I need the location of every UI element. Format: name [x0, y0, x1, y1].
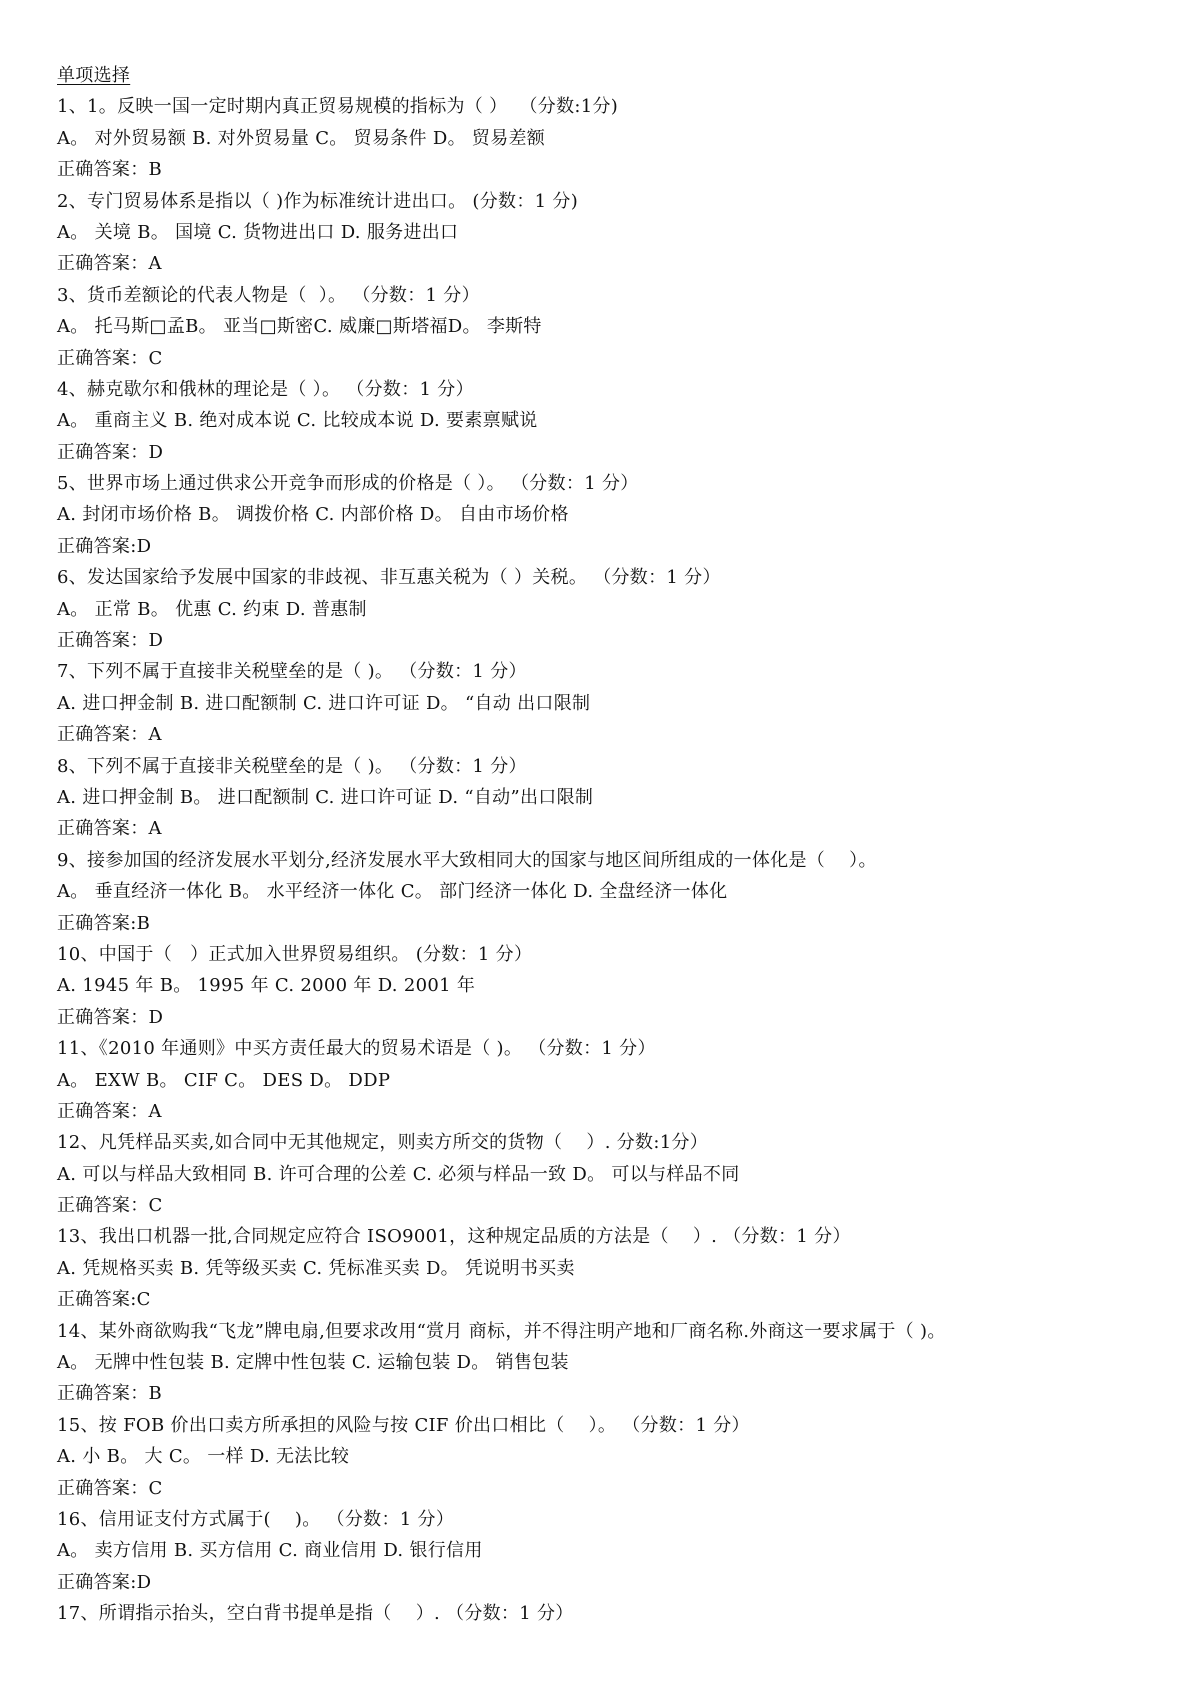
question-answer-12: 正确答案：C [57, 1195, 163, 1217]
question-answer-13: 正确答案:C [57, 1289, 151, 1311]
question-text-14: 14、某外商欲购我“飞龙”牌电扇,但要求改用“赏月 商标，并不得注明产地和厂商名称.外商这一要求属于（ )。 [57, 1320, 946, 1342]
question-text-15: 15、按 FOB 价出口卖方所承担的风险与按 CIF 价出口相比（ ）。 （分数：1 分） [57, 1414, 750, 1436]
question-options-4: A。 重商主义 B. 绝对成本说 C. 比较成本说 D. 要素禀赋说 [57, 410, 538, 432]
question-answer-11: 正确答案：A [57, 1100, 162, 1122]
section-title: 单项选择 [57, 65, 131, 86]
question-text-3: 3、货币差额论的代表人物是（ ）。 （分数：1 分） [57, 284, 480, 306]
question-text-11: 11、《2010 年通则》中买方责任最大的贸易术语是（ )。 （分数：1 分） [57, 1038, 656, 1060]
question-answer-16: 正确答案:D [57, 1571, 152, 1593]
question-text-6: 6、发达国家给予发展中国家的非歧视、非互惠关税为（ ）关税。 （分数：1 分） [57, 567, 721, 589]
question-answer-2: 正确答案：A [57, 253, 162, 275]
question-options-15: A. 小 B。 大 C。 一样 D. 无法比较 [57, 1446, 350, 1468]
question-options-16: A。 卖方信用 B. 买方信用 C. 商业信用 D. 银行信用 [57, 1540, 483, 1562]
question-answer-5: 正确答案:D [57, 535, 152, 557]
question-list [57, 60, 1172, 1630]
question-text-12: 12、凡凭样品买卖,如合同中无其他规定，则卖方所交的货物（ ）. 分数:1分） [57, 1132, 709, 1154]
question-options-9: A。 垂直经济一体化 B。 水平经济一体化 C。 部门经济一体化 D. 全盘经济一体化 [57, 881, 728, 903]
question-options-3: A。 托马斯□孟B。 亚当□斯密C. 威廉□斯塔福D。 李斯特 [57, 316, 542, 338]
question-answer-6: 正确答案：D [57, 630, 164, 652]
question-options-12: A. 可以与样品大致相同 B. 许可合理的公差 C. 必须与样品一致 D。 可以与样品不同 [57, 1163, 740, 1185]
question-answer-14: 正确答案：B [57, 1383, 163, 1405]
question-answer-10: 正确答案：D [57, 1006, 164, 1028]
question-text-2: 2、专门贸易体系是指以（ )作为标准统计进出口。 (分数：1 分) [57, 190, 579, 212]
question-answer-1: 正确答案：B [57, 159, 163, 181]
question-options-1: A。 对外贸易额 B. 对外贸易量 C。 贸易条件 D。 贸易差额 [57, 127, 546, 149]
question-answer-8: 正确答案：A [57, 818, 162, 840]
question-options-11: A。 EXW B。 CIF C。 DES D。 DDP [57, 1069, 391, 1091]
question-answer-7: 正确答案：A [57, 724, 162, 746]
question-answer-4: 正确答案：D [57, 441, 164, 463]
question-text-1: 1、1。反映一国一定时期内真正贸易规模的指标为（ ） （分数:1分) [57, 96, 619, 118]
question-answer-15: 正确答案：C [57, 1477, 163, 1499]
question-text-4: 4、赫克歇尔和俄林的理论是（ ）。 （分数：1 分） [57, 378, 474, 400]
question-answer-9: 正确答案:B [57, 912, 151, 934]
question-text-7: 7、下列不属于直接非关税壁垒的是（ )。 （分数：1 分） [57, 661, 527, 683]
question-text-5: 5、世界市场上通过供求公开竞争而形成的价格是（ ）。 （分数：1 分） [57, 473, 639, 495]
question-options-10: A. 1945 年 B。 1995 年 C. 2000 年 D. 2001 年 [57, 975, 476, 997]
question-text-17: 17、所谓指示抬头，空白背书提单是指（ ）. （分数：1 分） [57, 1603, 574, 1625]
question-options-6: A。 正常 B。 优惠 C. 约束 D. 普惠制 [57, 598, 367, 620]
question-options-8: A. 进口押金制 B。 进口配额制 C. 进口许可证 D. “自动”出口限制 [57, 786, 594, 808]
question-options-7: A. 进口押金制 B. 进口配额制 C. 进口许可证 D。 “自动 出口限制 [57, 692, 591, 714]
question-text-9: 9、接参加国的经济发展水平划分,经济发展水平大致相同大的国家与地区间所组成的一体化是（ ）。 [57, 849, 877, 871]
question-options-13: A. 凭规格买卖 B. 凭等级买卖 C. 凭标准买卖 D。 凭说明书买卖 [57, 1257, 575, 1279]
question-options-2: A。 关境 B。 国境 C. 货物进出口 D. 服务进出口 [57, 221, 459, 243]
question-options-5: A. 封闭市场价格 B。 调拨价格 C. 内部价格 D。 自由市场价格 [57, 504, 569, 526]
question-text-8: 8、下列不属于直接非关税壁垒的是（ )。 （分数：1 分） [57, 755, 527, 777]
question-answer-3: 正确答案：C [57, 347, 163, 369]
question-options-14: A。 无牌中性包装 B. 定牌中性包装 C. 运输包装 D。 销售包装 [57, 1352, 569, 1374]
question-text-13: 13、我出口机器一批,合同规定应符合 ISO9001，这种规定品质的方法是（ ）. （分数：1 分） [57, 1226, 851, 1248]
question-text-10: 10、中国于（ ）正式加入世界贸易组织。 (分数：1 分） [57, 943, 533, 965]
question-text-16: 16、信用证支付方式属于( )。 （分数：1 分） [57, 1508, 455, 1530]
